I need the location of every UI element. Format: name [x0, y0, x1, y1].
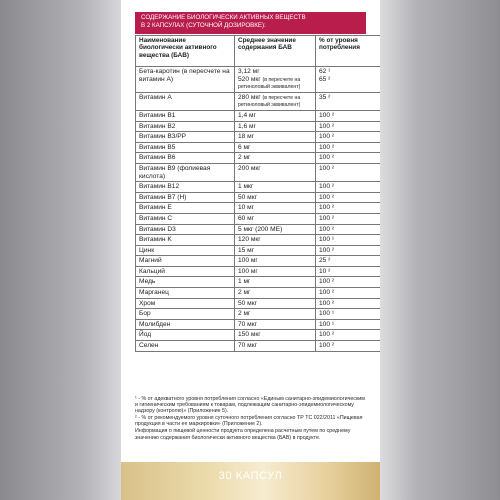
nutrient-percent: 100 ²: [316, 163, 381, 181]
nutrient-name: Витамин B12: [136, 182, 235, 193]
nutrient-amount: [235, 163, 316, 181]
amount-unit: мкг: [250, 93, 261, 101]
column-header-name: Наименование биологически активного вещества (БАВ): [136, 36, 235, 67]
nutrient-amount: [235, 213, 316, 224]
nutrient-percent: 100 ²: [316, 330, 381, 341]
amount-value: 60 мг: [238, 214, 255, 222]
nutrient-percent: 100 ¹: [316, 319, 381, 330]
nutrient-percent: 100 ²: [316, 110, 381, 121]
nutrient-percent: 100 ²: [316, 288, 381, 299]
nutrient-amount: [235, 203, 316, 214]
nutrient-name: Витамин C: [136, 213, 235, 224]
nutrient-amount: [235, 309, 316, 320]
nutrient-name: Селен: [136, 341, 235, 352]
table-row: [136, 330, 381, 341]
table-row: [136, 288, 381, 299]
capsule-count: 30 КАПСУЛ: [218, 470, 283, 482]
amount-value: 520 мкг (в пересчете на ретиноловый эквивалент): [238, 75, 301, 91]
nutrient-table: [135, 35, 380, 352]
table-row: [136, 235, 381, 246]
table-row: [136, 67, 381, 93]
table-row: [136, 224, 381, 235]
nutrient-percent: 100 ¹: [316, 235, 381, 246]
nutrient-percent: 100 ²: [316, 245, 381, 256]
table-row: [136, 153, 381, 164]
table-row: [136, 121, 381, 132]
amount-value: 150 мкг: [238, 331, 261, 339]
nutrient-name: Кальций: [136, 266, 235, 277]
amount-note: (в пересчете на ретиноловый эквивалент): [238, 94, 301, 109]
nutrient-name: Витамин B9 (фолиевая кислота): [136, 163, 235, 181]
nutrient-amount: [235, 319, 316, 330]
nutrient-amount: [235, 288, 316, 299]
nutrient-percent: 100 ²: [316, 121, 381, 132]
nutrient-name: Витамин E: [136, 203, 235, 214]
nutrient-name: Витамин K: [136, 235, 235, 246]
nutrient-amount: [235, 330, 316, 341]
nutrient-percent: 62 ¹ 65 ²: [316, 67, 381, 93]
amount-unit: мкг: [250, 75, 261, 83]
nutrient-amount: [235, 67, 316, 93]
amount-note: (в пересчете на ретиноловый эквивалент): [238, 76, 301, 91]
nutrient-percent: 100 ²: [316, 277, 381, 288]
nutrient-amount: [235, 235, 316, 246]
footnotes: [135, 396, 366, 442]
amount-value: 100 мг: [238, 257, 258, 265]
nutrient-amount: [235, 245, 316, 256]
amount-value: 15 мг: [238, 246, 255, 254]
nutrient-name: Витамин B6: [136, 153, 235, 164]
nutrient-name: Йод: [136, 330, 235, 341]
nutrient-percent: 100 ²: [316, 213, 381, 224]
footnote-3: Информация о пищевой ценности продукта определена расчетным путем по среднему значению содержания биологически активного вещества (БАВ) в продукте.: [135, 428, 351, 441]
nutrient-amount: [235, 92, 316, 110]
nutrient-amount: [235, 256, 316, 267]
nutrient-name: Витамин B1: [136, 110, 235, 121]
table-row: [136, 142, 381, 153]
table-heading: [135, 12, 366, 34]
table-row: [136, 92, 381, 110]
table-row: [136, 110, 381, 121]
nutrient-percent: 100 ²: [316, 224, 381, 235]
nutrient-percent: 35 ²: [316, 92, 381, 110]
nutrient-name: Витамин B7 (H): [136, 192, 235, 203]
table-row: [136, 277, 381, 288]
nutrient-amount: [235, 341, 316, 352]
table-body: [136, 67, 381, 352]
amount-value: 2 мг: [238, 154, 251, 162]
nutrient-percent: 100 ²: [316, 341, 381, 352]
column-header-amount: Среднее значение содержания БАВ: [235, 36, 316, 67]
amount-value: 1,6 мг: [238, 122, 256, 130]
nutrient-percent: 100 ²: [316, 153, 381, 164]
amount-value: 50 мкг: [238, 299, 257, 307]
package-panel: [121, 0, 380, 500]
nutrient-name: Витамин А: [136, 92, 235, 110]
amount-value: 1 мкг: [238, 183, 254, 191]
amount-value: 2 мг: [238, 310, 251, 318]
nutrient-amount: [235, 224, 316, 235]
amount-value: 1,4 мг: [238, 111, 256, 119]
nutrient-amount: [235, 266, 316, 277]
amount-value: 70 мкг: [238, 320, 257, 328]
table-row: [136, 245, 381, 256]
nutrient-amount: [235, 277, 316, 288]
table-row: [136, 341, 381, 352]
nutrient-percent: 25 ²: [316, 256, 381, 267]
package-right-edge: [380, 0, 500, 500]
table-heading-line-2: В 2 КАПСУЛАХ (СУТОЧНОЙ ДОЗИРОВКЕ):: [141, 21, 266, 29]
amount-value: 70 мкг: [238, 342, 257, 350]
amount-value: 3,12 мг: [238, 68, 260, 75]
table-row: [136, 298, 381, 309]
table-row: [136, 256, 381, 267]
nutrient-name: Хром: [136, 298, 235, 309]
table-header-row: [136, 36, 381, 67]
nutrient-amount: [235, 153, 316, 164]
table-row: [136, 213, 381, 224]
nutrient-percent: 10 ²: [316, 266, 381, 277]
amount-value: 200 мкг: [238, 164, 261, 172]
footnote-2: ² - % от рекомендуемого уровня суточного потребления согласно ТР ТС 022/2011 «Пищевая продукция в части ее маркировки» (Приложение 2).: [135, 415, 363, 428]
table-row: [136, 163, 381, 181]
nutrient-percent: 100 ²: [316, 132, 381, 143]
footnote-1: ¹ - % от адекватного уровня потребления согласно «Единым санитарно-эпидемиологическим и гигиеническим требованиям к товарам, подлежащим санитарно-эпидемиологическому надзору (контролю)» (Приложение 5).: [135, 396, 365, 415]
table-row: [136, 266, 381, 277]
amount-value: 6 мг: [238, 143, 251, 151]
amount-value: 280 мкг (в пересчете на ретиноловый эквивалент): [238, 93, 301, 109]
nutrient-percent: 100 ²: [316, 142, 381, 153]
table-row: [136, 203, 381, 214]
nutrient-amount: [235, 110, 316, 121]
table-row: [136, 319, 381, 330]
table-heading-line-1: СОДЕРЖАНИЕ БИОЛОГИЧЕСКИ АКТИВНЫХ ВЕЩЕСТВ: [141, 14, 306, 21]
table-row: [136, 182, 381, 193]
nutrient-percent: 100 ²: [316, 298, 381, 309]
table-row: [136, 309, 381, 320]
amount-value: 120 мкг: [238, 236, 261, 244]
nutrient-name: Медь: [136, 277, 235, 288]
nutrient-percent: 100 ²: [316, 192, 381, 203]
nutrient-percent: 100 ²: [316, 182, 381, 193]
nutrient-amount: [235, 132, 316, 143]
nutrient-name: Бор: [136, 309, 235, 320]
nutrient-amount: [235, 298, 316, 309]
package-left-edge: [0, 0, 121, 500]
nutrient-name: Цинк: [136, 245, 235, 256]
nutrient-name: Магний: [136, 256, 235, 267]
nutrient-name: Витамин B2: [136, 121, 235, 132]
nutrient-amount: [235, 121, 316, 132]
table-row: [136, 132, 381, 143]
amount-value: 10 мг: [238, 204, 255, 212]
nutrient-amount: [235, 192, 316, 203]
amount-value: 2 мг: [238, 289, 251, 297]
amount-value: 5 мкг (200 МЕ): [238, 225, 283, 233]
nutrient-name: Витамин B3/PP: [136, 132, 235, 143]
nutrient-name: Бета-каротин (в пересчете на витамин А): [136, 67, 235, 93]
table-row: [136, 192, 381, 203]
amount-value: 1 мг: [238, 278, 251, 286]
nutrient-name: Молибден: [136, 319, 235, 330]
nutrient-name: Марганец: [136, 288, 235, 299]
amount-value: 18 мг: [238, 133, 255, 141]
amount-value: 50 мкг: [238, 193, 257, 201]
amount-value: 100 мг: [238, 267, 258, 275]
nutrient-amount: [235, 182, 316, 193]
nutrient-percent: 100 ²: [316, 203, 381, 214]
nutrient-name: Витамин B5: [136, 142, 235, 153]
column-header-percent: % от уровня потребления: [316, 36, 381, 67]
nutrient-percent: 100 ¹: [316, 309, 381, 320]
nutrient-amount: [235, 142, 316, 153]
nutrient-name: Витамин D3: [136, 224, 235, 235]
